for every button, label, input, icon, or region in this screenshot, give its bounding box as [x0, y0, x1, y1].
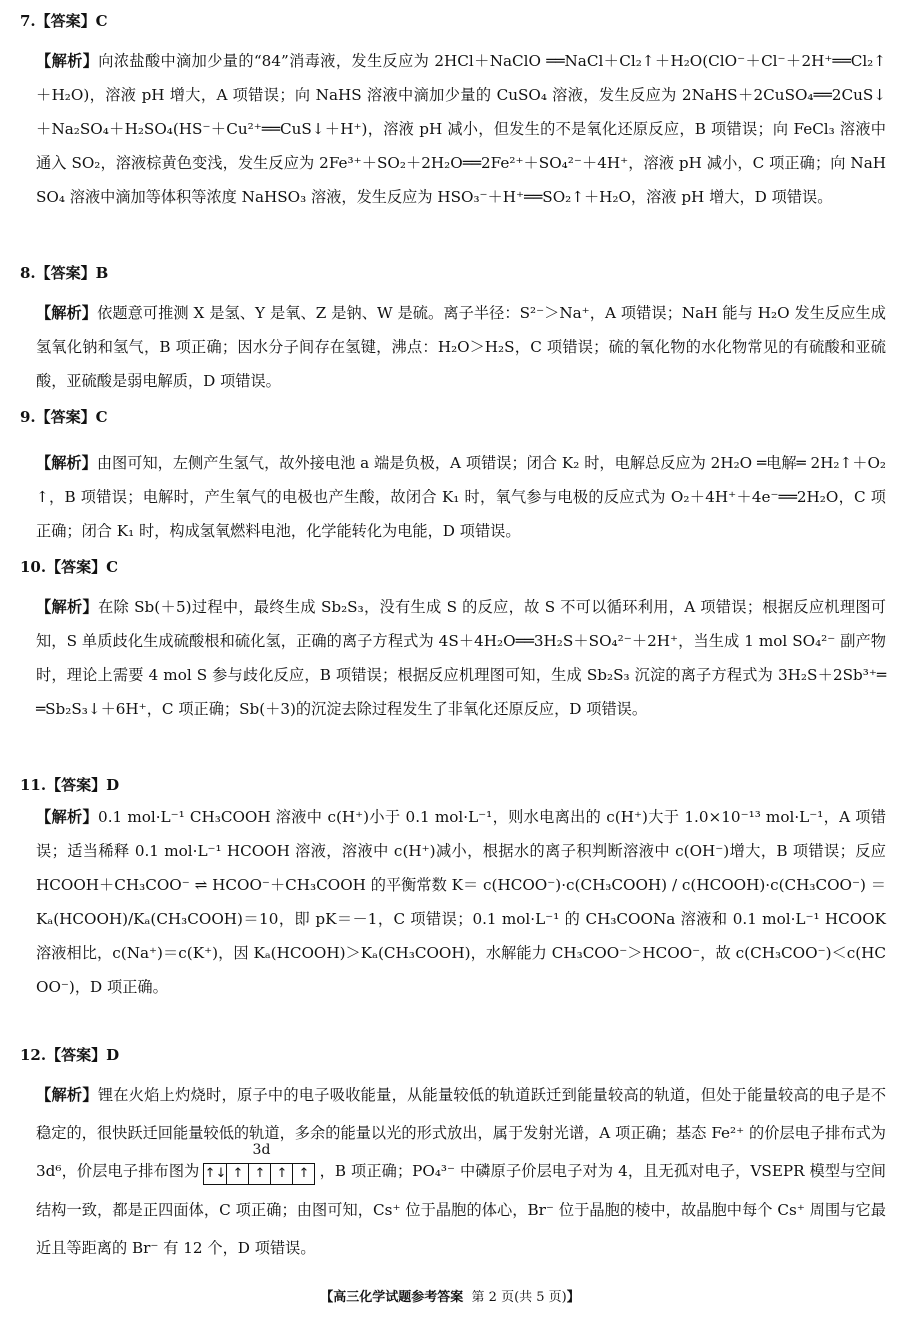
orbital-box: ↑: [270, 1164, 292, 1184]
footer-page-number: 第 2 页(共 5 页): [471, 1290, 567, 1305]
q7-explanation-text: 向浓盐酸中滴加少量的“84”消毒液，发生反应为 2HCl＋NaClO ══NaCl＋Cl₂↑＋H₂O(ClO⁻＋Cl⁻＋2H⁺══Cl₂↑＋H₂O)，溶液 pH 增大，A 项错误；向 NaHS 溶液中滴加少量的 CuSO₄ 溶液，发生反应为 2NaHS＋2CuSO₄══2CuS↓＋Na₂SO₄＋H₂SO₄(HS⁻＋Cu²⁺══CuS↓＋H⁺)，溶液 pH 减小，但发生的不是氧化还原反应，B 项错误；向 FeCl₃ 溶液中通入 SO₂，溶液棕黄色变浅，发生反应为 2Fe³⁺＋SO₂＋2H₂O══2Fe²⁺＋SO₄²⁻＋4H⁺，溶液 pH 减小，C 项正确；向 NaHSO₄ 溶液中滴加等体积等浓度 NaHSO₃ 溶液，发生反应为 HSO₃⁻＋H⁺══SO₂↑＋H₂O，溶液 pH 增大，D 项错误。: [36, 52, 886, 206]
orbital-box: ↑: [248, 1164, 270, 1184]
q7-explanation: [36, 44, 886, 214]
q11-explanation: [36, 800, 886, 1004]
q9-explanation: [36, 446, 886, 548]
footer-right-bracket: 】: [566, 1290, 580, 1305]
q12-answer-heading: 12.【答案】D: [20, 1046, 120, 1064]
orbital-box: ↑↓: [204, 1166, 227, 1181]
q9-answer-heading: 9.【答案】C: [20, 408, 108, 426]
footer-title: 高三化学试题参考答案: [333, 1290, 464, 1305]
q11-answer-heading: 11.【答案】D: [20, 776, 120, 794]
q12-explanation: [36, 1076, 886, 1267]
q12-explanation-text-a: 锂在火焰上灼烧时，原子中的电子吸收能量，从能量较低的轨道跃迁到能量较高的轨道，但处于能量较高的电子是不稳定的，很快跃迁回能量较低的轨道，多余的能量以光的形式放出，属于发射光谱，A 项正确；基态 Fe²⁺ 的价层电子排布式为 3d⁶，价层电子排布图为: [36, 1086, 887, 1180]
q11-explanation-text: 0.1 mol·L⁻¹ CH₃COOH 溶液中 c(H⁺)小于 0.1 mol·L⁻¹，则水电离出的 c(H⁺)大于 1.0×10⁻¹³ mol·L⁻¹，A 项错误；适当稀释 0.1 mol·L⁻¹ HCOOH 溶液，溶液中 c(H⁺)减小，根据水的离子积判断溶液中 c(OH⁻)增大，B 项错误；反应 HCOOH＋CH₃COO⁻ ⇌ HCOO⁻＋CH₃COOH 的平衡常数 K＝ c(HCOO⁻)·c(CH₃COOH) / c(HCOOH)·c(CH₃COO⁻) ＝Kₐ(HCOOH)/Kₐ(CH₃COOH)＝10，即 pK＝－1，C 项错误；0.1 mol·L⁻¹ 的 CH₃COONa 溶液和 0.1 mol·L⁻¹ HCOOK 溶液相比，c(Na⁺)＝c(K⁺)，因 Kₐ(HCOOH)＞Kₐ(CH₃COOH)，水解能力 CH₃COO⁻＞HCOO⁻，故 c(CH₃COO⁻)＜c(HCOO⁻)，D 项正确。: [36, 808, 886, 996]
q12-explanation-text-b: ，B 项正确；PO₄³⁻ 中磷原子价层电子对为 4，且无孤对电子，VSEPR 模型与空间结构一致，都是正四面体，C 项正确；由图可知，Cs⁺ 位于晶胞的体心，Br⁻ 位于晶胞的棱中，故晶胞中每个 Cs⁺ 周围与它最近且等距离的 Br⁻ 有 12 个，D 项错误。: [36, 1162, 886, 1257]
q8-answer-heading: 8.【答案】B: [20, 264, 109, 282]
footer-left-bracket: 【: [320, 1290, 334, 1305]
q8-explanation-text: 依题意可推测 X 是氢、Y 是氧、Z 是钠、W 是硫。离子半径：S²⁻＞Na⁺，A 项错误；NaH 能与 H₂O 发生反应生成氢氧化钠和氢气，B 项正确；因水分子间存在氢键，沸点：H₂O＞H₂S，C 项错误；硫的氧化物的水化物常见的有硫酸和亚硫酸，亚硫酸是弱电解质，D 项错误。: [36, 304, 886, 390]
q8-explanation: [36, 296, 886, 398]
q8-explanation-tag: 【解析】: [36, 304, 98, 322]
q7-explanation-tag: 【解析】: [36, 52, 99, 70]
fe2-orbital-diagram: [203, 1142, 315, 1191]
q10-answer-heading: 10.【答案】C: [20, 558, 119, 576]
q7-answer-heading: 7.【答案】C: [20, 12, 108, 30]
orbital-box: ↑: [226, 1164, 248, 1184]
orbital-box: ↑: [292, 1164, 314, 1184]
orbital-label: 3d: [252, 1142, 271, 1158]
q9-explanation-text: 由图可知，左侧产生氢气，故外接电池 a 端是负极，A 项错误；闭合 K₂ 时，电解总反应为 2H₂O ═电解═ 2H₂↑＋O₂↑，B 项错误；电解时，产生氧气的电极也产生酸，故闭合 K₁ 时，氧气参与电极的反应式为 O₂＋4H⁺＋4e⁻══2H₂O，C 项正确；闭合 K₁ 时，构成氢氧燃料电池，化学能转化为电能，D 项错误。: [36, 454, 887, 540]
q11-explanation-tag: 【解析】: [36, 808, 99, 826]
q12-explanation-tag: 【解析】: [36, 1086, 98, 1104]
q10-explanation-text: 在除 Sb(＋5)过程中，最终生成 Sb₂S₃，没有生成 S 的反应，故 S 不可以循环利用，A 项错误；根据反应机理图可知，S 单质歧化生成硫酸根和硫化氢，正确的离子方程式为 4S＋4H₂O══3H₂S＋SO₄²⁻＋2H⁺，当生成 1 mol SO₄²⁻ 副产物时，理论上需要 4 mol S 参与歧化反应，B 项错误；根据反应机理图可知，生成 Sb₂S₃ 沉淀的离子方程式为 3H₂S＋2Sb³⁺══Sb₂S₃↓＋6H⁺，C 项正确；Sb(＋3)的沉淀去除过程发生了非氧化还原反应，D 项错误。: [36, 598, 886, 718]
q10-explanation-tag: 【解析】: [36, 598, 98, 616]
page-footer: [0, 1286, 900, 1305]
q10-explanation: [36, 590, 886, 726]
q9-explanation-tag: 【解析】: [36, 454, 97, 472]
